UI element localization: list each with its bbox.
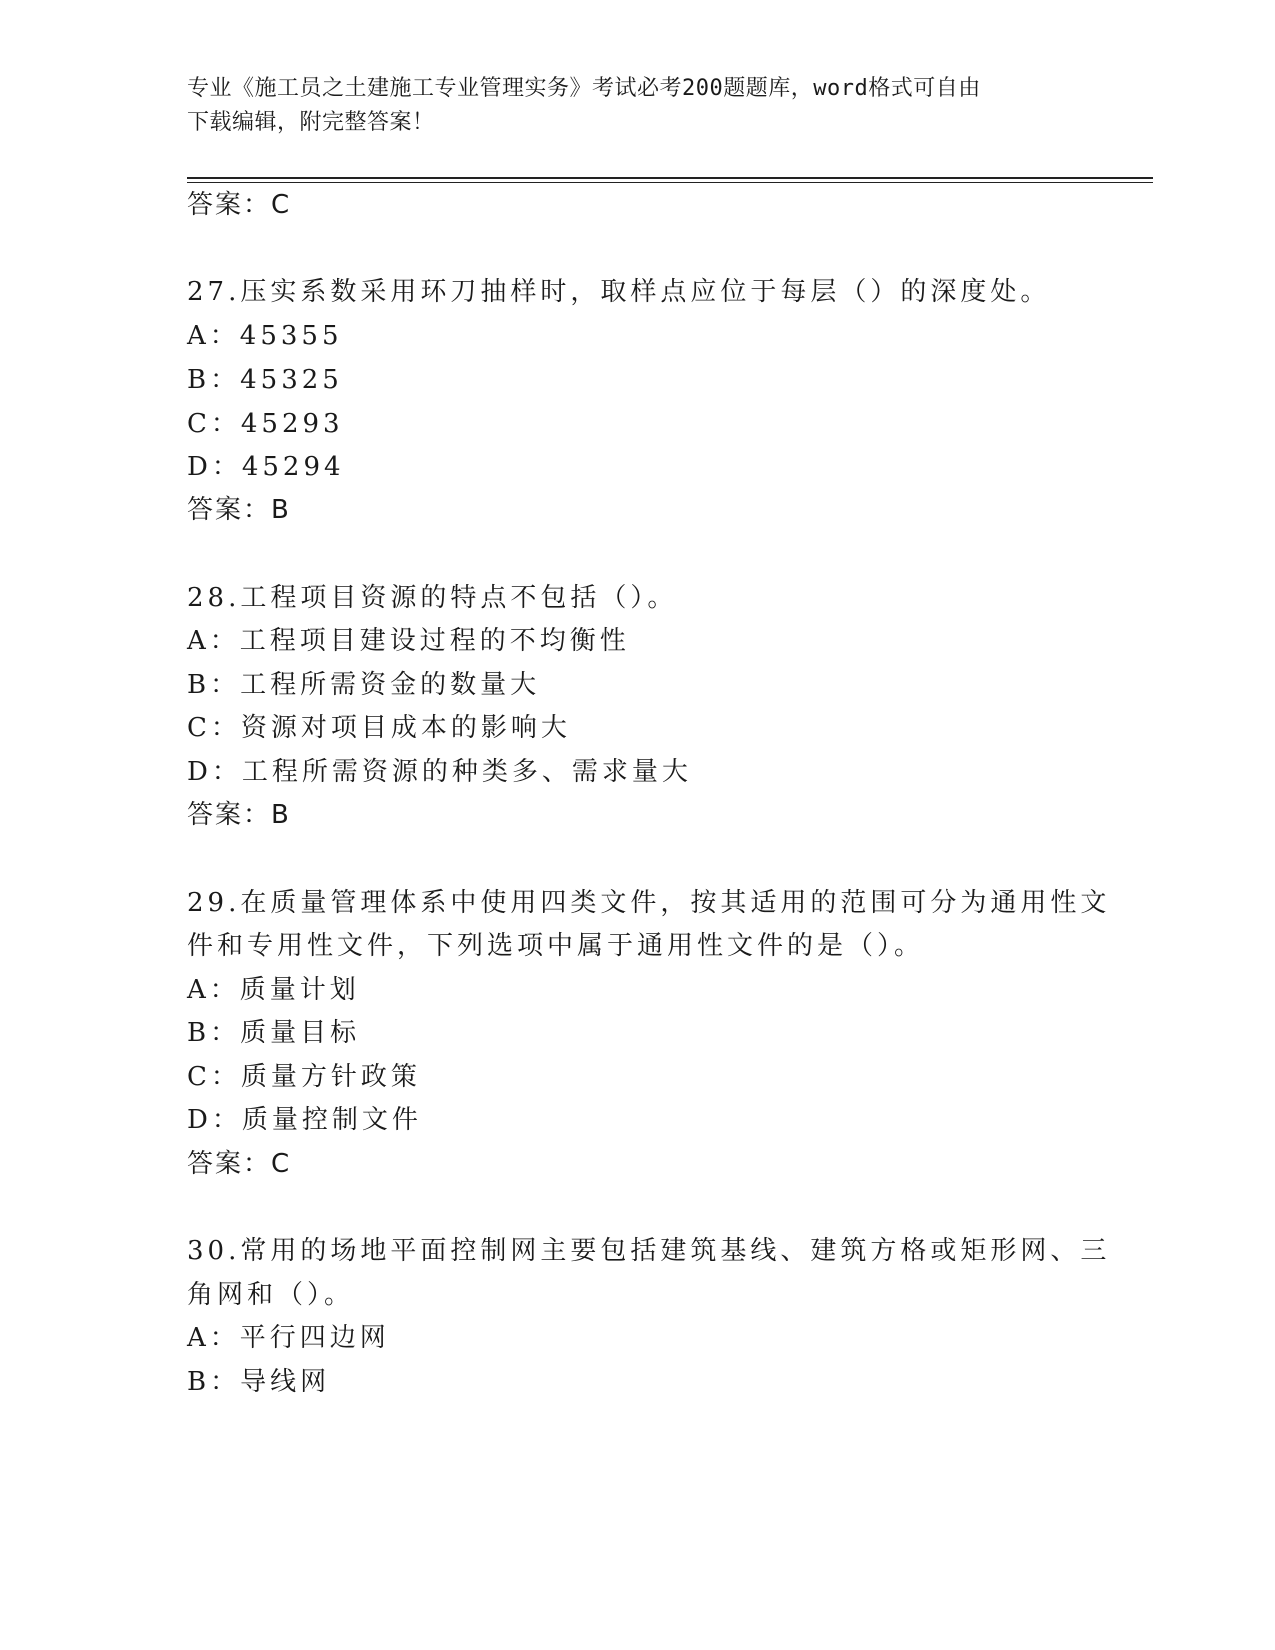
header-divider-thick [187,177,1153,179]
question-30-option-a: A：平行四边网 [187,1323,390,1353]
question-29-stem-line-1: 29.在质量管理体系中使用四类文件，按其适用的范围可分为通用性文 [187,888,1111,918]
question-30-stem-line-2: 角网和（）。 [187,1280,355,1310]
answer-q28: 答案：B [187,800,291,830]
question-27-stem: 27.压实系数采用环刀抽样时，取样点应位于每层（）的深度处。 [187,277,1051,307]
question-27-option-c: C：45293 [187,409,344,439]
question-28-option-c: C：资源对项目成本的影响大 [187,713,571,743]
question-29-option-c: C：质量方针政策 [187,1062,421,1092]
question-28-option-a: A：工程项目建设过程的不均衡性 [187,626,630,656]
question-30-option-b: B：导线网 [187,1367,331,1397]
document-header [187,72,1087,140]
question-29-option-a: A：质量计划 [187,975,360,1005]
question-27-option-d: D：45294 [187,452,345,482]
answer-q27: 答案：B [187,495,291,525]
header-divider-thin [187,182,1153,183]
question-27-option-b: B：45325 [187,365,343,395]
question-28-option-b: B：工程所需资金的数量大 [187,670,541,700]
answer-q26: 答案：C [187,190,292,220]
question-28-option-d: D：工程所需资源的种类多、需求量大 [187,757,692,787]
question-29-stem-line-2: 件和专用性文件，下列选项中属于通用性文件的是（）。 [187,931,925,961]
header-line-1: 专业《施工员之土建施工专业管理实务》考试必考200题题库，word格式可自由 [187,76,981,101]
question-30-stem-line-1: 30.常用的场地平面控制网主要包括建筑基线、建筑方格或矩形网、三 [187,1236,1111,1266]
question-28-stem: 28.工程项目资源的特点不包括（）。 [187,583,678,613]
answer-q29: 答案：C [187,1149,292,1179]
header-line-2: 下载编辑，附完整答案！ [187,110,435,135]
question-29-option-b: B：质量目标 [187,1018,361,1048]
question-29-option-d: D：质量控制文件 [187,1105,422,1135]
question-27-option-a: A：45355 [187,321,343,351]
